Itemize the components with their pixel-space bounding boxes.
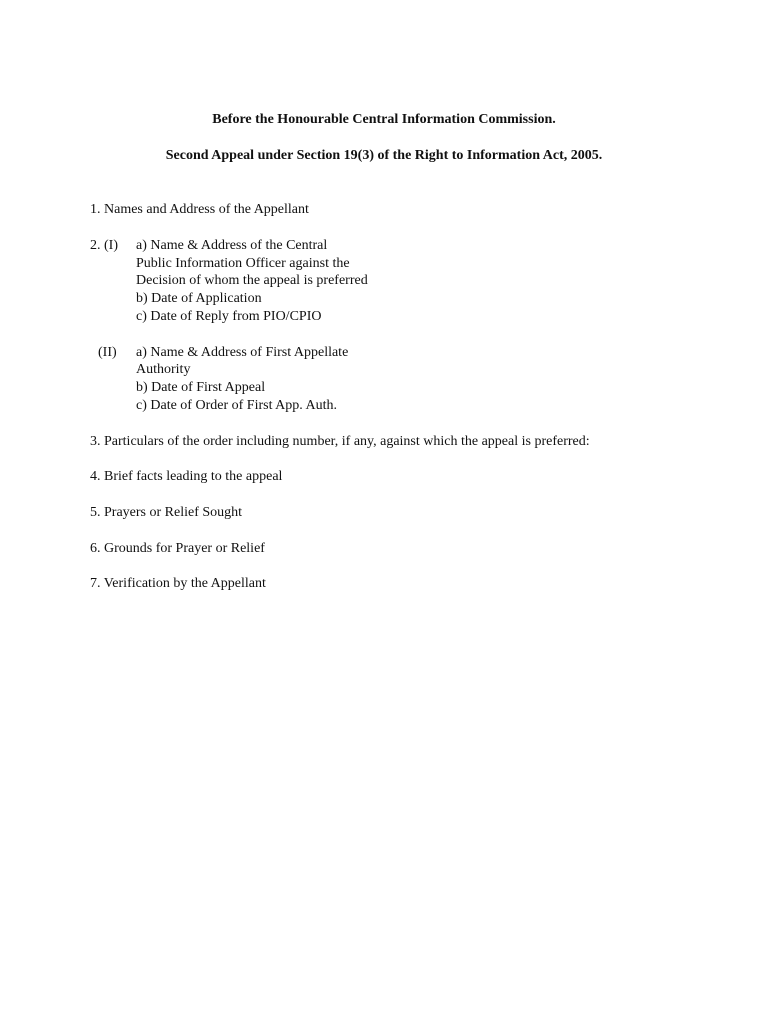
item-4-brief-facts: 4. Brief facts leading to the appeal — [90, 469, 283, 484]
item-2-ii-a-line-1: a) Name & Address of First Appellate — [136, 345, 349, 360]
item-2-ii-c-date-of-order: c) Date of Order of First App. Auth. — [136, 398, 338, 413]
item-2-ii-b-date-of-first-appeal: b) Date of First Appeal — [136, 380, 266, 395]
item-2-i-a-line-3: Decision of whom the appeal is preferred — [136, 273, 368, 288]
item-6-grounds: 6. Grounds for Prayer or Relief — [90, 541, 265, 556]
item-2-ii-a-line-2: Authority — [136, 362, 191, 377]
item-2-i-b-date-of-application: b) Date of Application — [136, 291, 262, 306]
item-2-i-a-line-2: Public Information Officer against the — [136, 256, 350, 271]
item-2-ii-label: (II) — [98, 345, 117, 360]
item-2-i-a-line-1: a) Name & Address of the Central — [136, 238, 328, 253]
item-1-appellant-name-address: 1. Names and Address of the Appellant — [90, 202, 309, 217]
item-7-verification: 7. Verification by the Appellant — [90, 576, 266, 591]
document-title: Before the Honourable Central Information Commission. — [212, 112, 556, 127]
item-2-i-c-date-of-reply: c) Date of Reply from PIO/CPIO — [136, 309, 322, 324]
item-2-label: 2. (I) — [90, 238, 118, 253]
item-3-particulars-of-order: 3. Particulars of the order including number, if any, against which the appeal is preferred: — [90, 434, 590, 449]
document-subtitle: Second Appeal under Section 19(3) of the Right to Information Act, 2005. — [165, 148, 603, 163]
item-5-prayers-relief: 5. Prayers or Relief Sought — [90, 505, 243, 520]
